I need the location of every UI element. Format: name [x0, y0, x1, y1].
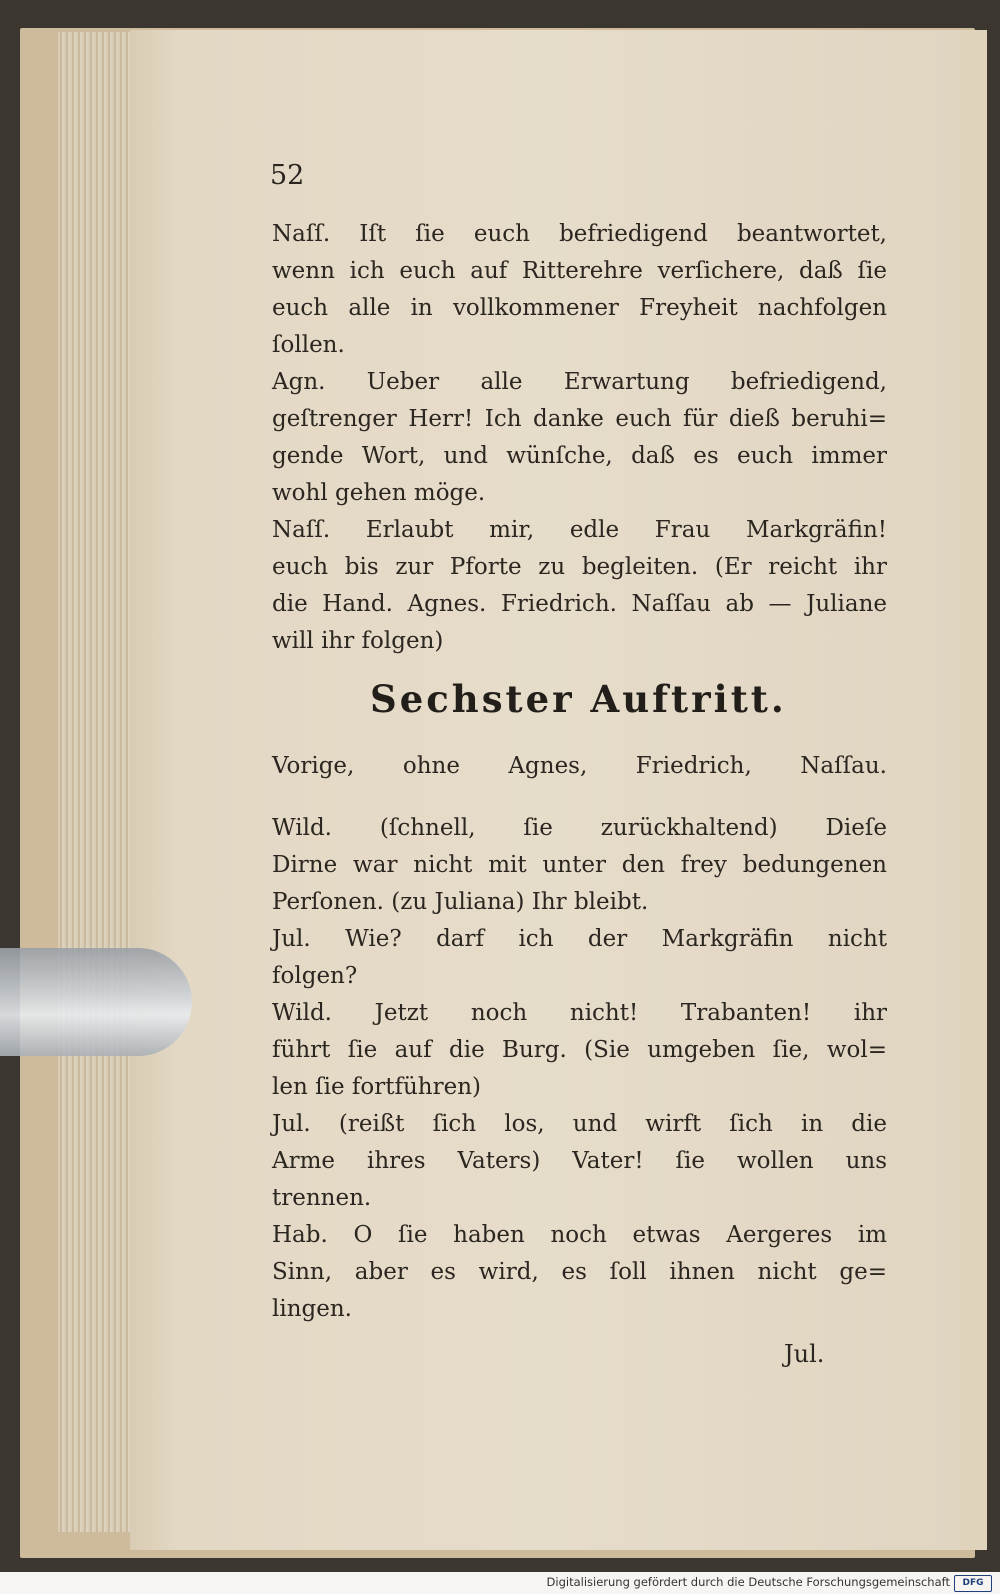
text-line: gende Wort, und wünſche, daß es euch immer	[272, 443, 887, 469]
text-line: die Hand. Agnes. Friedrich. Naſſau ab — Juliane	[272, 591, 887, 617]
text-line: Naſſ. Iſt ſie euch befriedigend beantwortet,	[272, 221, 887, 247]
stage-direction: Vorige, ohne Agnes, Friedrich, Naſſau.	[272, 753, 887, 779]
text-line: Naſſ. Erlaubt mir, edle Frau Markgräfin!	[272, 517, 887, 543]
footer	[0, 1572, 1000, 1594]
text-line: len ſie fortführen)	[272, 1074, 482, 1100]
facing-page-edge	[957, 30, 987, 1550]
text-line: trennen.	[272, 1185, 372, 1211]
text-line: führt ſie auf die Burg. (Sie umgeben ſie, wol=	[272, 1037, 887, 1063]
text-line: Dirne war nicht mit unter den frey bedungenen	[272, 852, 887, 878]
text-line: Perſonen. (zu Juliana) Ihr bleibt.	[272, 889, 649, 915]
text-line: Wild. Jetzt noch nicht! Trabanten! ihr	[272, 1000, 887, 1026]
text-line: Wild. (ſchnell, ſie zurückhaltend) Dieſe	[272, 815, 887, 841]
text-line: Hab. O ſie haben noch etwas Aergeres im	[272, 1222, 887, 1248]
page-number: 52	[270, 160, 305, 191]
text-line: will ihr folgen)	[272, 628, 444, 654]
footer-credit: Digitalisierung gefördert durch die Deutsche Forschungsgemeinschaft	[546, 1575, 950, 1589]
page-edges	[58, 32, 140, 1532]
text-line: geſtrenger Herr! Ich danke euch für dieß beruhi=	[272, 406, 887, 432]
catchword: Jul.	[784, 1340, 825, 1368]
text-line: Jul. Wie? darf ich der Markgräfin nicht	[272, 926, 887, 952]
text-line: ſollen.	[272, 332, 345, 358]
text-line: Arme ihres Vaters) Vater! ſie wollen uns	[272, 1148, 887, 1174]
text-line: Jul. (reißt ſich los, und wirft ſich in die	[272, 1111, 887, 1137]
text-line: folgen?	[272, 963, 358, 989]
text-line: euch bis zur Pforte zu begleiten. (Er reicht ihr	[272, 554, 887, 580]
dfg-logo: DFG	[954, 1575, 992, 1592]
text-line: Sinn, aber es wird, es ſoll ihnen nicht ge=	[272, 1259, 887, 1285]
page-clip	[0, 948, 192, 1056]
text-line: wohl gehen möge.	[272, 480, 486, 506]
text-line: wenn ich euch auf Ritterehre verſichere, daß ſie	[272, 258, 887, 284]
scene-heading: Sechster Auftritt.	[370, 677, 787, 721]
text-line: Agn. Ueber alle Erwartung befriedigend,	[272, 369, 887, 395]
text-line: lingen.	[272, 1296, 352, 1322]
text-line: euch alle in vollkommener Freyheit nachfolgen	[272, 295, 887, 321]
